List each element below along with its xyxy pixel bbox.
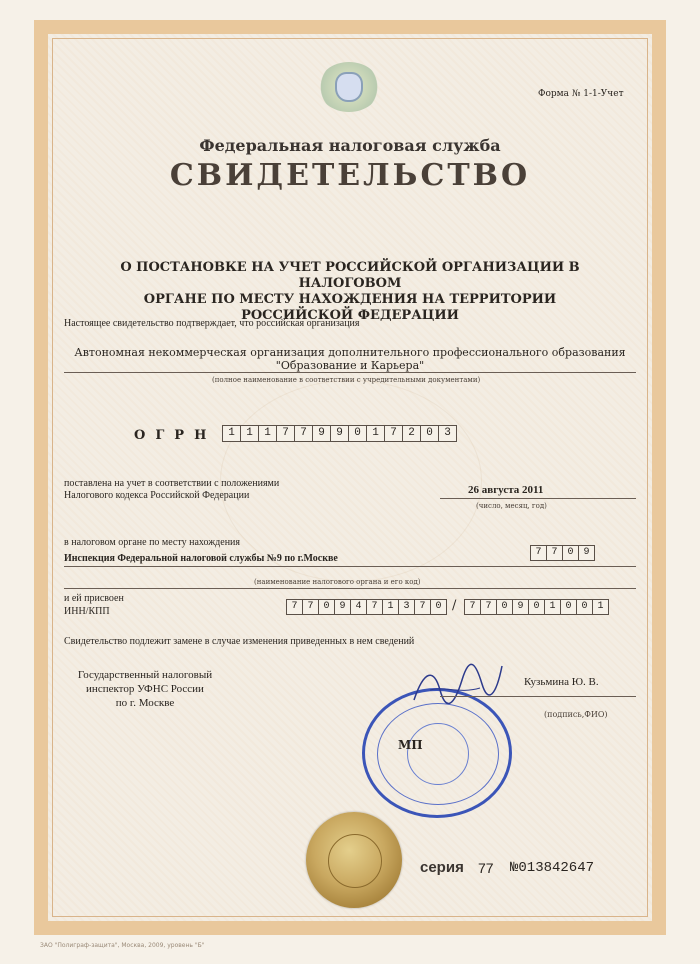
inn-digit: 7 — [286, 599, 303, 615]
organization-underline — [64, 372, 636, 373]
tax-code-digit: 9 — [578, 545, 595, 561]
ogrn-digit: 2 — [402, 425, 421, 442]
inn-digit: 7 — [414, 599, 431, 615]
ogrn-digit: 1 — [258, 425, 277, 442]
ogrn-digit: 9 — [312, 425, 331, 442]
organization-name-line: Автономная некоммерческая организация дополнительного профессионального образования — [74, 346, 626, 359]
replacement-notice: Свидетельство подлежит замене в случае изменения приведенных в нем сведений — [64, 636, 415, 647]
signature-caption: (подпись,ФИО) — [544, 710, 608, 719]
ogrn-digit: 7 — [294, 425, 313, 442]
ogrn-label: ОГРН — [134, 428, 217, 443]
kpp-digit: 0 — [496, 599, 513, 615]
kpp-digit: 0 — [528, 599, 545, 615]
registration-date: 26 августа 2011 — [468, 484, 544, 496]
kpp-digit-boxes — [464, 599, 608, 615]
registered-line: Налогового кодекса Российской Федерации — [64, 490, 250, 501]
series-value: 77 — [478, 860, 494, 876]
ogrn-digit: 9 — [330, 425, 349, 442]
inn-digit: 0 — [430, 599, 447, 615]
ogrn-digit: 1 — [240, 425, 259, 442]
signer-name: Кузьмина Ю. В. — [524, 676, 599, 688]
tax-authority-underline — [64, 566, 636, 567]
tax-authority-code-boxes — [530, 545, 594, 561]
inn-digit-boxes — [286, 599, 446, 615]
kpp-digit: 7 — [464, 599, 481, 615]
service-name: Федеральная налоговая служба — [199, 136, 501, 155]
tax-code-digit: 7 — [530, 545, 547, 561]
organization-name — [60, 346, 640, 372]
tax-authority-name: Инспекция Федеральной налоговой службы №9 по г.Москве — [64, 553, 338, 564]
ogrn-digit-boxes — [222, 425, 456, 442]
document-subtitle — [110, 260, 590, 324]
tax-code-digit: 7 — [546, 545, 563, 561]
ogrn-digit: 7 — [276, 425, 295, 442]
ogrn-digit: 7 — [384, 425, 403, 442]
registered-text — [64, 478, 279, 502]
ogrn-digit: 1 — [222, 425, 241, 442]
kpp-digit: 1 — [592, 599, 609, 615]
date-caption: (число, месяц, год) — [476, 502, 547, 510]
date-underline — [440, 498, 636, 499]
assigned-text: и ей присвоен — [64, 593, 124, 604]
confirm-text: Настоящее свидетельство подтверждает, что российская организация — [64, 318, 360, 329]
inn-digit: 1 — [382, 599, 399, 615]
tax-authority-caption: (наименование налогового органа и его код) — [254, 578, 421, 586]
kpp-digit: 1 — [544, 599, 561, 615]
inn-digit: 4 — [350, 599, 367, 615]
ogrn-digit: 0 — [420, 425, 439, 442]
inn-kpp-separator: / — [452, 598, 457, 613]
document-title: СВИДЕТЕЛЬСТВО — [169, 158, 531, 193]
organization-name-line: "Образование и Карьера" — [275, 359, 425, 372]
signature-underline — [440, 696, 636, 697]
form-number: Форма № 1-1-Учет — [538, 89, 624, 99]
kpp-digit: 0 — [560, 599, 577, 615]
inn-digit: 9 — [334, 599, 351, 615]
ogrn-digit: 0 — [348, 425, 367, 442]
inn-digit: 7 — [366, 599, 383, 615]
inspector-line: по г. Москве — [115, 697, 175, 709]
kpp-digit: 7 — [480, 599, 497, 615]
inspector-line: Государственный налоговый — [77, 669, 213, 681]
printer-note: ЗАО "Полиграф-защита", Москва, 2009, уровень "Б" — [40, 942, 205, 949]
coat-of-arms-emblem-icon — [318, 62, 380, 112]
registered-line: поставлена на учет в соответствии с положениями — [64, 478, 280, 489]
subtitle-line: РОССИЙСКОЙ ФЕДЕРАЦИИ — [241, 308, 459, 323]
caption-underline — [64, 588, 636, 589]
subtitle-line: О ПОСТАНОВКЕ НА УЧЕТ РОССИЙСКОЙ ОРГАНИЗАЦИИ В НАЛОГОВОМ — [120, 260, 580, 291]
gold-seal-hologram — [306, 812, 402, 908]
series-number: №013842647 — [510, 860, 595, 876]
inn-digit: 3 — [398, 599, 415, 615]
signature-icon — [410, 660, 506, 710]
ogrn-digit: 3 — [438, 425, 457, 442]
kpp-digit: 9 — [512, 599, 529, 615]
tax-code-digit: 0 — [562, 545, 579, 561]
inn-kpp-label: ИНН/КПП — [64, 606, 110, 617]
inspector-title — [70, 668, 220, 710]
organization-caption: (полное наименование в соответствии с учредительными документами) — [212, 376, 481, 384]
tax-authority-intro: в налоговом органе по месту нахождения — [64, 537, 241, 548]
inspector-line: инспектор УФНС России — [86, 683, 204, 695]
kpp-digit: 0 — [576, 599, 593, 615]
inn-digit: 7 — [302, 599, 319, 615]
stamp-place-label: МП — [398, 738, 423, 752]
ogrn-digit: 1 — [366, 425, 385, 442]
series-label: серия — [420, 859, 464, 876]
subtitle-line: ОРГАНЕ ПО МЕСТУ НАХОЖДЕНИЯ НА ТЕРРИТОРИИ — [143, 292, 557, 307]
inn-digit: 0 — [318, 599, 335, 615]
